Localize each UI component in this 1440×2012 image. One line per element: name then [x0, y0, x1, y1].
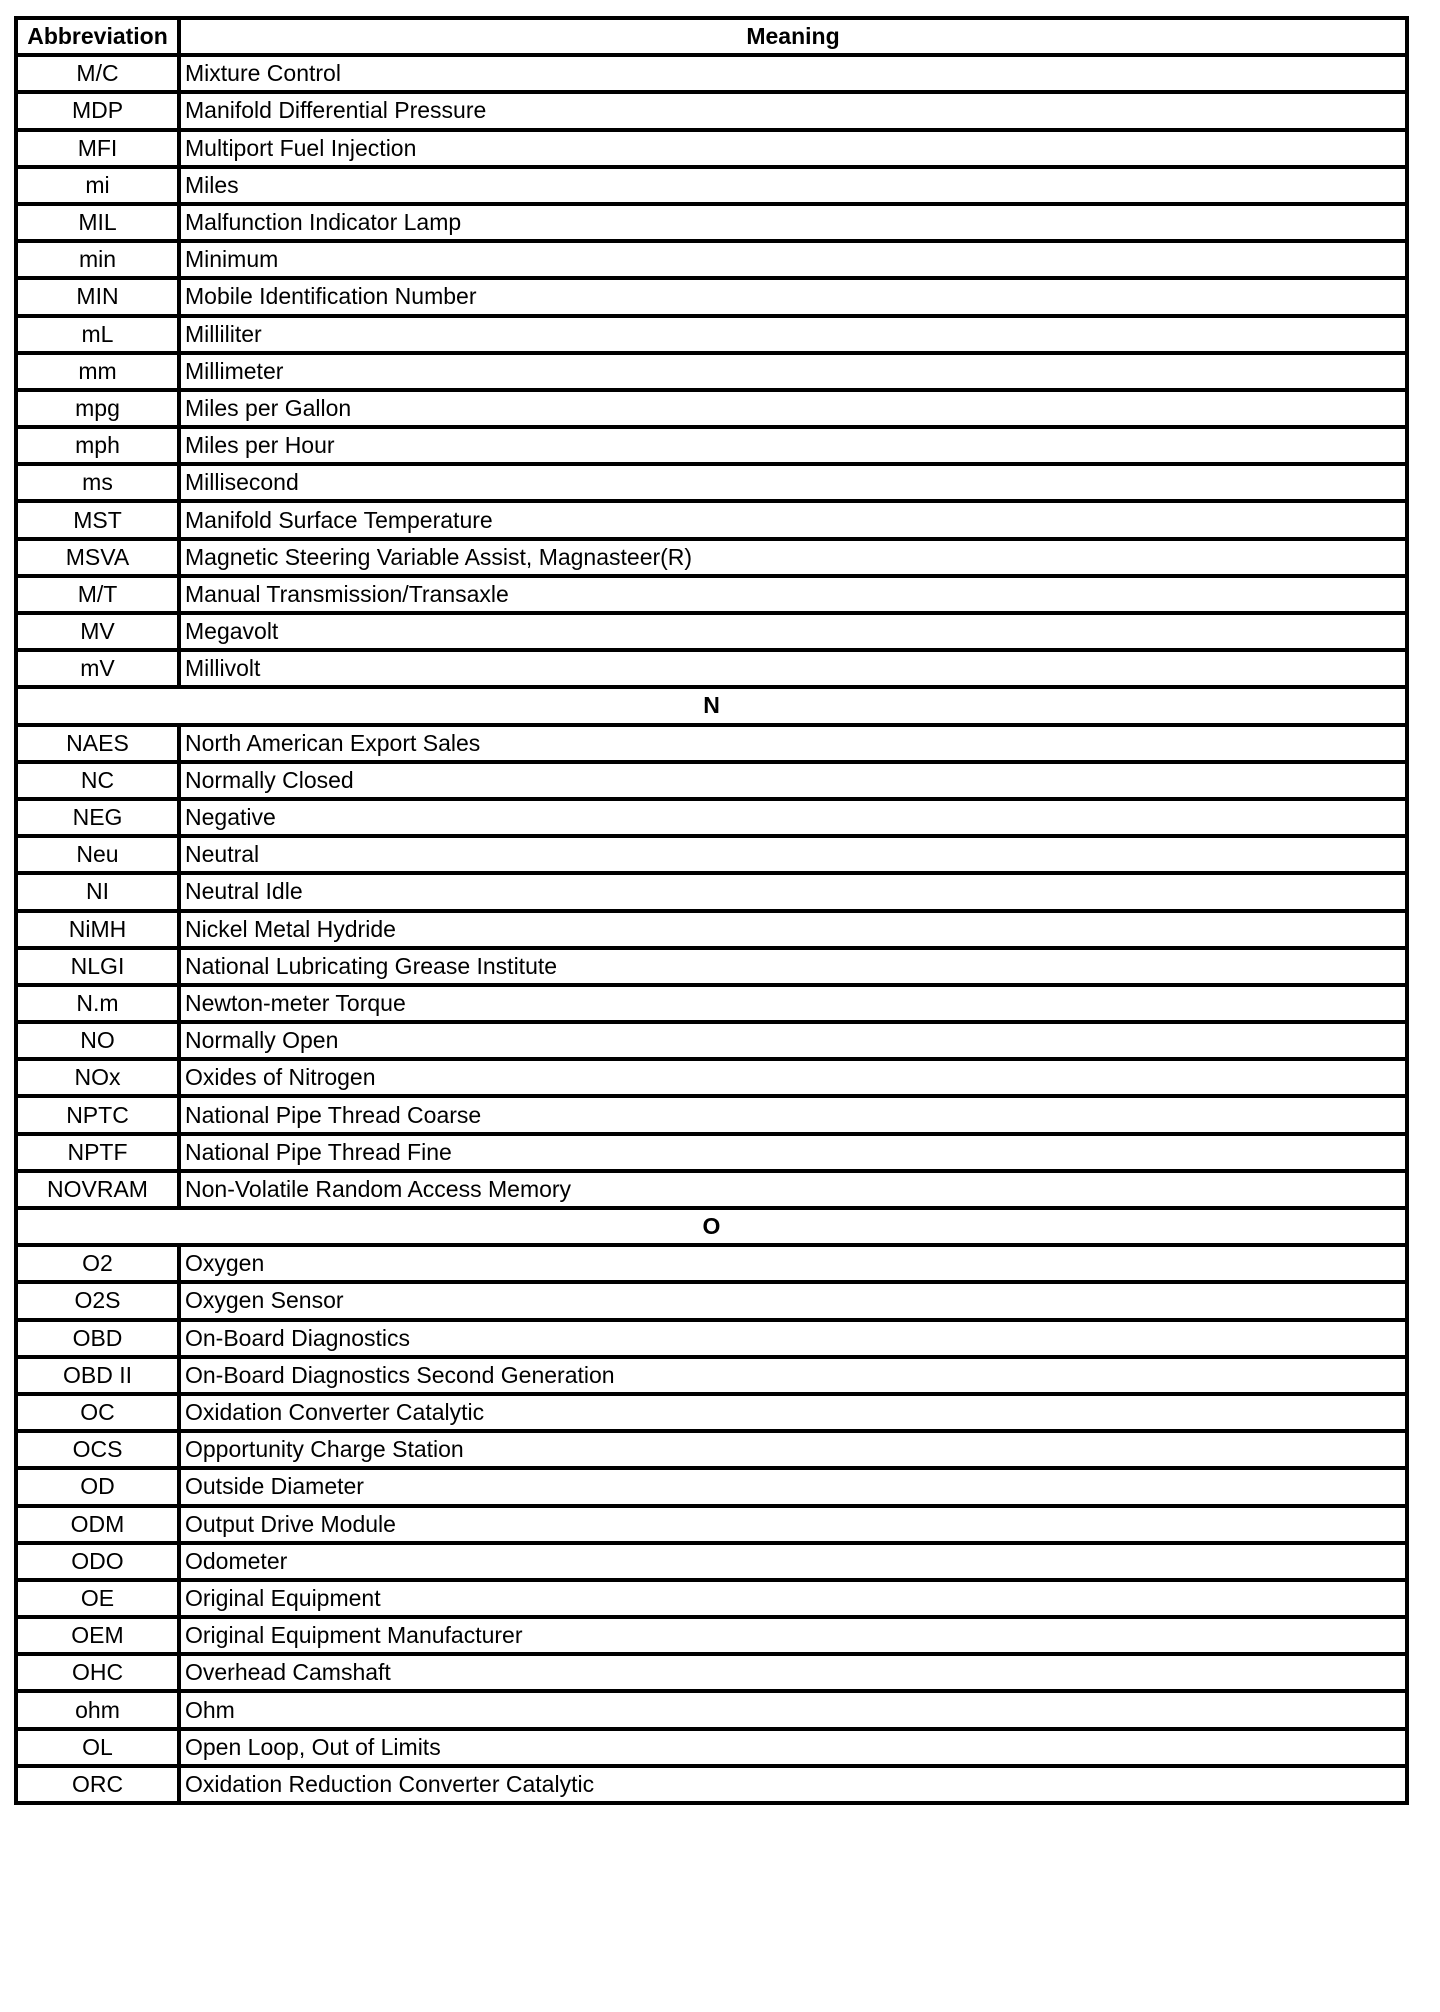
table-row	[16, 613, 1407, 650]
meaning-cell: Miles per Gallon	[179, 390, 1407, 427]
abbreviation-cell: NLGI	[16, 948, 179, 985]
table-row	[16, 725, 1407, 762]
table-row	[16, 762, 1407, 799]
meaning-cell: Manual Transmission/Transaxle	[179, 576, 1407, 613]
table-row	[16, 427, 1407, 464]
table-header-row	[16, 18, 1407, 55]
table-row	[16, 911, 1407, 948]
meaning-cell: Original Equipment	[179, 1580, 1407, 1617]
abbreviation-cell: mph	[16, 427, 179, 464]
abbreviation-cell: NOVRAM	[16, 1171, 179, 1208]
meaning-cell: Neutral Idle	[179, 873, 1407, 910]
table-row	[16, 1394, 1407, 1431]
abbreviation-cell: M/T	[16, 576, 179, 613]
table-row	[16, 1022, 1407, 1059]
section-letter: O	[16, 1208, 1407, 1245]
meaning-cell: Newton-meter Torque	[179, 985, 1407, 1022]
meaning-cell: Millivolt	[179, 650, 1407, 687]
abbreviation-table	[14, 16, 1409, 1805]
table-row	[16, 1134, 1407, 1171]
section-header-row	[16, 1208, 1407, 1245]
abbreviation-cell: OC	[16, 1394, 179, 1431]
meaning-cell: Oxidation Reduction Converter Catalytic	[179, 1766, 1407, 1803]
table-row	[16, 1282, 1407, 1319]
table-row	[16, 1096, 1407, 1133]
table-row	[16, 576, 1407, 613]
meaning-cell: Minimum	[179, 241, 1407, 278]
table-row	[16, 873, 1407, 910]
table-row	[16, 1357, 1407, 1394]
table-row	[16, 167, 1407, 204]
meaning-cell: Magnetic Steering Variable Assist, Magnasteer(R)	[179, 539, 1407, 576]
meaning-cell: Mixture Control	[179, 55, 1407, 92]
abbreviation-cell: OEM	[16, 1617, 179, 1654]
abbreviation-cell: M/C	[16, 55, 179, 92]
table-row	[16, 985, 1407, 1022]
abbreviation-cell: O2S	[16, 1282, 179, 1319]
abbreviation-cell: OBD	[16, 1320, 179, 1357]
table-row	[16, 278, 1407, 315]
abbreviation-cell: OL	[16, 1729, 179, 1766]
meaning-cell: Oxides of Nitrogen	[179, 1059, 1407, 1096]
meaning-cell: National Pipe Thread Fine	[179, 1134, 1407, 1171]
abbreviation-cell: MV	[16, 613, 179, 650]
meaning-cell: Neutral	[179, 836, 1407, 873]
column-header-abbreviation: Abbreviation	[16, 18, 179, 55]
abbreviation-cell: Neu	[16, 836, 179, 873]
table-row	[16, 316, 1407, 353]
meaning-cell: Ohm	[179, 1691, 1407, 1728]
table-row	[16, 1171, 1407, 1208]
table-row	[16, 501, 1407, 538]
meaning-cell: North American Export Sales	[179, 725, 1407, 762]
meaning-cell: Outside Diameter	[179, 1468, 1407, 1505]
meaning-cell: Oxygen	[179, 1245, 1407, 1282]
table-row	[16, 650, 1407, 687]
table-row	[16, 1320, 1407, 1357]
abbreviation-cell: OHC	[16, 1654, 179, 1691]
table-row	[16, 1431, 1407, 1468]
abbreviation-cell: mV	[16, 650, 179, 687]
meaning-cell: Miles	[179, 167, 1407, 204]
meaning-cell: National Lubricating Grease Institute	[179, 948, 1407, 985]
meaning-cell: Negative	[179, 799, 1407, 836]
meaning-cell: Oxygen Sensor	[179, 1282, 1407, 1319]
table-row	[16, 1766, 1407, 1803]
meaning-cell: Malfunction Indicator Lamp	[179, 204, 1407, 241]
meaning-cell: Millimeter	[179, 353, 1407, 390]
abbreviation-cell: NPTC	[16, 1096, 179, 1133]
table-row	[16, 1543, 1407, 1580]
table-row	[16, 1506, 1407, 1543]
table-row	[16, 204, 1407, 241]
section-header-row	[16, 687, 1407, 724]
meaning-cell: Open Loop, Out of Limits	[179, 1729, 1407, 1766]
abbreviation-cell: MIL	[16, 204, 179, 241]
abbreviation-cell: NAES	[16, 725, 179, 762]
abbreviation-cell: ODO	[16, 1543, 179, 1580]
table-row	[16, 130, 1407, 167]
meaning-cell: Miles per Hour	[179, 427, 1407, 464]
abbreviation-cell: NiMH	[16, 911, 179, 948]
abbreviation-cell: ORC	[16, 1766, 179, 1803]
meaning-cell: Output Drive Module	[179, 1506, 1407, 1543]
abbreviation-cell: NPTF	[16, 1134, 179, 1171]
meaning-cell: Odometer	[179, 1543, 1407, 1580]
abbreviation-cell: mpg	[16, 390, 179, 427]
meaning-cell: Overhead Camshaft	[179, 1654, 1407, 1691]
meaning-cell: Millisecond	[179, 464, 1407, 501]
meaning-cell: Mobile Identification Number	[179, 278, 1407, 315]
abbreviation-cell: MDP	[16, 92, 179, 129]
table-row	[16, 241, 1407, 278]
table-row	[16, 948, 1407, 985]
table-row	[16, 55, 1407, 92]
table-row	[16, 92, 1407, 129]
abbreviation-cell: mL	[16, 316, 179, 353]
abbreviation-cell: NOx	[16, 1059, 179, 1096]
meaning-cell: Megavolt	[179, 613, 1407, 650]
meaning-cell: Oxidation Converter Catalytic	[179, 1394, 1407, 1431]
meaning-cell: Original Equipment Manufacturer	[179, 1617, 1407, 1654]
table-row	[16, 1691, 1407, 1728]
table-row	[16, 1245, 1407, 1282]
abbreviation-cell: NO	[16, 1022, 179, 1059]
meaning-cell: National Pipe Thread Coarse	[179, 1096, 1407, 1133]
abbreviation-cell: min	[16, 241, 179, 278]
abbreviation-cell: mi	[16, 167, 179, 204]
abbreviation-cell: OD	[16, 1468, 179, 1505]
column-header-meaning: Meaning	[179, 18, 1407, 55]
table-row	[16, 1729, 1407, 1766]
abbreviation-cell: O2	[16, 1245, 179, 1282]
meaning-cell: Manifold Surface Temperature	[179, 501, 1407, 538]
abbreviation-cell: ms	[16, 464, 179, 501]
table-body	[16, 55, 1407, 1803]
table-row	[16, 464, 1407, 501]
abbreviation-cell: ODM	[16, 1506, 179, 1543]
meaning-cell: Manifold Differential Pressure	[179, 92, 1407, 129]
table-row	[16, 353, 1407, 390]
meaning-cell: Normally Closed	[179, 762, 1407, 799]
abbreviation-cell: mm	[16, 353, 179, 390]
abbreviation-cell: OCS	[16, 1431, 179, 1468]
table-row	[16, 390, 1407, 427]
table-row	[16, 1580, 1407, 1617]
abbreviation-cell: OE	[16, 1580, 179, 1617]
table-row	[16, 1468, 1407, 1505]
table-row	[16, 539, 1407, 576]
table-row	[16, 1617, 1407, 1654]
table-row	[16, 1654, 1407, 1691]
table-row	[16, 836, 1407, 873]
abbreviation-cell: MST	[16, 501, 179, 538]
abbreviation-cell: NC	[16, 762, 179, 799]
abbreviation-cell: OBD II	[16, 1357, 179, 1394]
table-row	[16, 799, 1407, 836]
abbreviation-cell: MIN	[16, 278, 179, 315]
abbreviation-cell: ohm	[16, 1691, 179, 1728]
meaning-cell: Non-Volatile Random Access Memory	[179, 1171, 1407, 1208]
meaning-cell: On-Board Diagnostics	[179, 1320, 1407, 1357]
meaning-cell: Normally Open	[179, 1022, 1407, 1059]
meaning-cell: Milliliter	[179, 316, 1407, 353]
section-letter: N	[16, 687, 1407, 724]
abbreviation-cell: N.m	[16, 985, 179, 1022]
abbreviation-cell: MFI	[16, 130, 179, 167]
abbreviation-cell: NI	[16, 873, 179, 910]
abbreviation-cell: NEG	[16, 799, 179, 836]
table-row	[16, 1059, 1407, 1096]
abbreviation-cell: MSVA	[16, 539, 179, 576]
meaning-cell: Nickel Metal Hydride	[179, 911, 1407, 948]
meaning-cell: On-Board Diagnostics Second Generation	[179, 1357, 1407, 1394]
meaning-cell: Opportunity Charge Station	[179, 1431, 1407, 1468]
meaning-cell: Multiport Fuel Injection	[179, 130, 1407, 167]
